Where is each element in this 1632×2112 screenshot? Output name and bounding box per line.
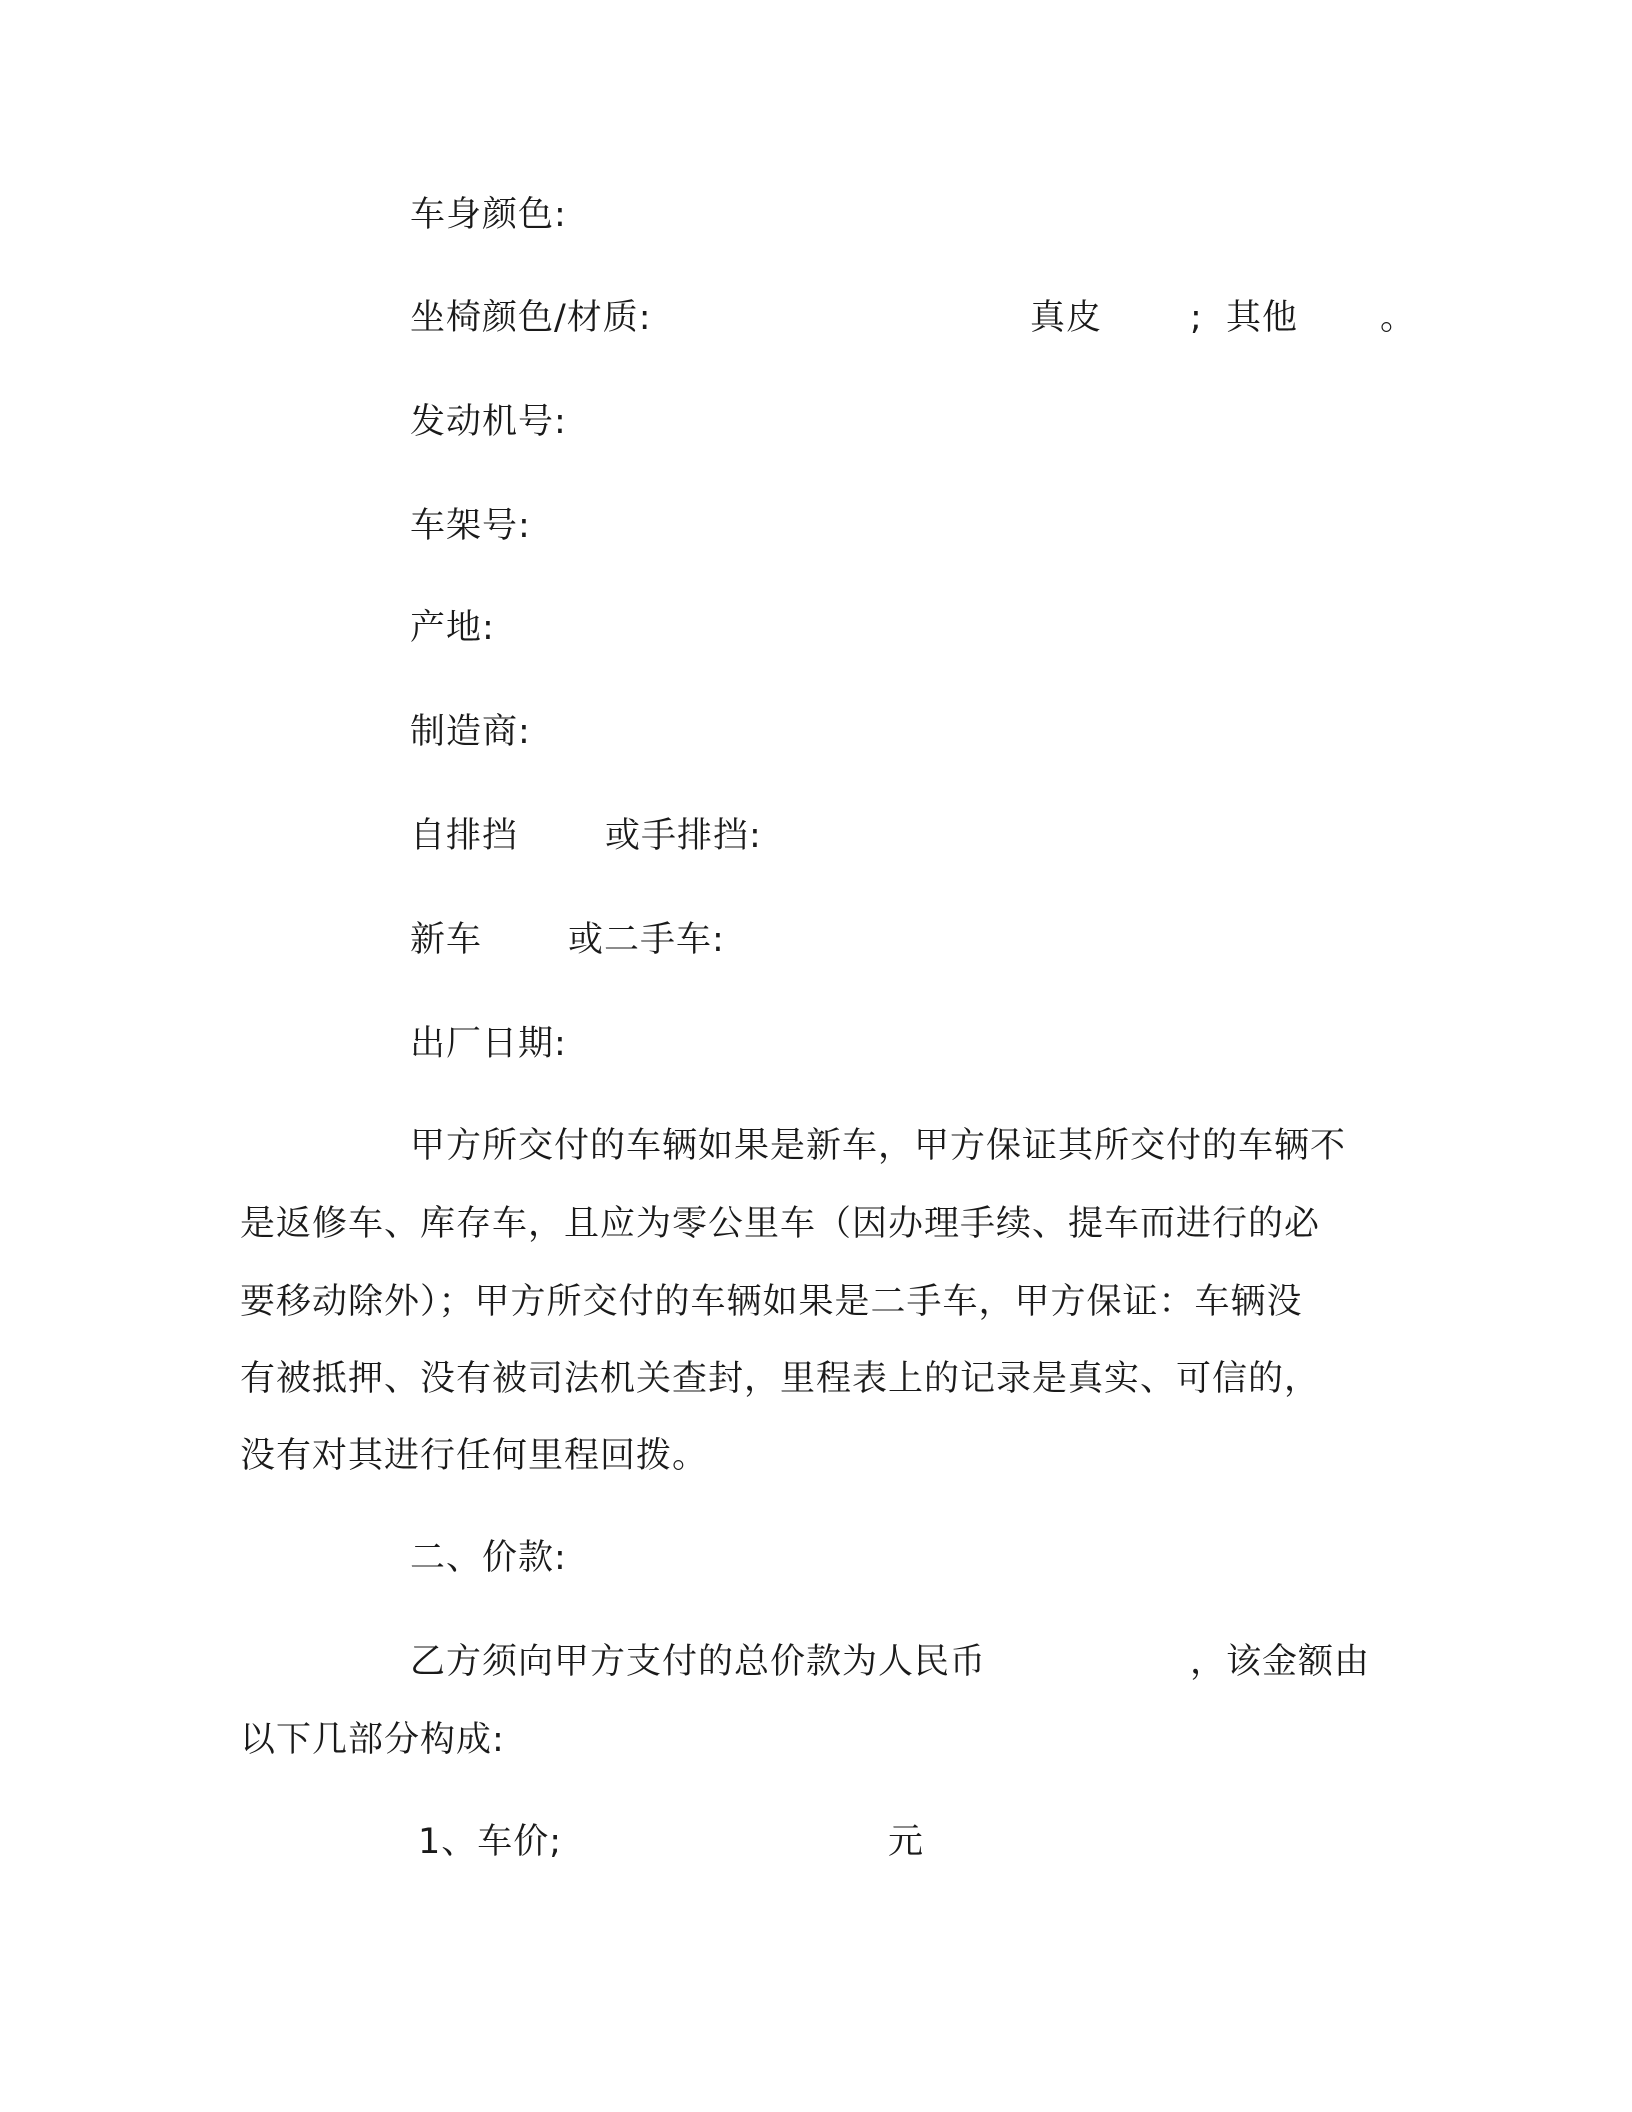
auto-gear-label: 自排挡 [410, 816, 519, 856]
price-line-start: 乙方须向甲方支付的总价款为人民币 [410, 1642, 987, 1682]
price-line-end: ，该金额由 [1190, 1642, 1371, 1682]
paragraph-line: 没有对其进行任何里程回拨。 [240, 1436, 709, 1476]
manufacturer-label: 制造商: [410, 712, 531, 752]
paragraph-line: 有被抵押、没有被司法机关查封，里程表上的记录是真实、可信的， [240, 1359, 1321, 1399]
price-line-continuation: 以下几部分构成: [240, 1720, 505, 1760]
paragraph-line: 是返修车、库存车，且应为零公里车（因办理手续、提车而进行的必 [240, 1204, 1321, 1244]
new-car-label: 新车 [410, 920, 483, 960]
body-color-label: 车身颜色: [410, 195, 567, 235]
engine-number-label: 发动机号: [410, 402, 567, 442]
seat-end-mark: 。 [1380, 298, 1417, 338]
seat-leather-option: 真皮 [1030, 298, 1103, 338]
paragraph-line: 甲方所交付的车辆如果是新车，甲方保证其所交付的车辆不 [410, 1126, 1347, 1166]
item-car-price-label: 1、车价; [418, 1822, 563, 1862]
paragraph-line: 要移动除外）；甲方所交付的车辆如果是二手车，甲方保证：车辆没 [240, 1282, 1303, 1322]
seat-label: 坐椅颜色/材质: [410, 298, 652, 338]
seat-other-option: 其他 [1226, 298, 1299, 338]
frame-number-label: 车架号: [410, 506, 531, 546]
used-car-label: 或二手车: [568, 920, 725, 960]
seat-separator: ; [1190, 298, 1203, 338]
section-heading: 二、价款: [410, 1538, 567, 1578]
item-car-price-unit: 元 [888, 1822, 925, 1862]
origin-label: 产地: [410, 608, 495, 648]
factory-date-label: 出厂日期: [410, 1024, 567, 1064]
manual-gear-label: 或手排挡: [605, 816, 762, 856]
